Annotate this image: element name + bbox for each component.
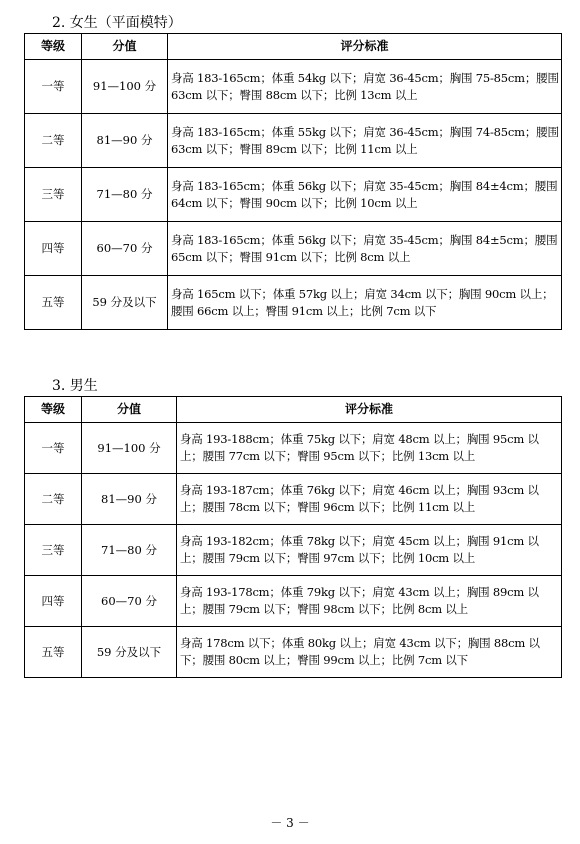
page-number: － 3 － (270, 816, 310, 830)
table-header-row (25, 397, 562, 423)
score-cell: 71—80 分 (82, 168, 168, 222)
table-row (25, 627, 562, 678)
score-cell: 81—90 分 (82, 474, 177, 525)
table-row (25, 276, 562, 330)
table-row (25, 474, 562, 525)
section-title-male: 3. 男生 (52, 378, 98, 394)
header-score: 分值 (82, 397, 177, 423)
male-criteria-table (24, 396, 562, 678)
table-row (25, 525, 562, 576)
criteria-cell: 身高 183-165cm；体重 54kg 以下；肩宽 36-45cm；胸围 75-85cm；腰围 63cm 以下；臀围 88cm 以下；比例 13cm 以上 (168, 60, 562, 114)
criteria-cell: 身高 193-187cm；体重 76kg 以下；肩宽 46cm 以上；胸围 93cm 以上；腰围 78cm 以下；臀围 96cm 以下；比例 11cm 以上 (177, 474, 562, 525)
header-grade: 等级 (25, 34, 82, 60)
grade-cell: 一等 (25, 423, 82, 474)
table-row (25, 168, 562, 222)
table-row (25, 423, 562, 474)
grade-cell: 四等 (25, 576, 82, 627)
table-row (25, 576, 562, 627)
header-grade: 等级 (25, 397, 82, 423)
table-row (25, 222, 562, 276)
header-criteria: 评分标准 (168, 34, 562, 60)
header-criteria: 评分标准 (177, 397, 562, 423)
table-row (25, 114, 562, 168)
section-title-female: 2. 女生（平面模特） (52, 15, 182, 31)
table-header-row (25, 34, 562, 60)
criteria-cell: 身高 178cm 以下；体重 80kg 以上；肩宽 43cm 以下；胸围 88cm 以下；腰围 80cm 以上；臀围 99cm 以上；比例 7cm 以下 (177, 627, 562, 678)
score-cell: 91—100 分 (82, 423, 177, 474)
grade-cell: 一等 (25, 60, 82, 114)
score-cell: 59 分及以下 (82, 276, 168, 330)
header-score: 分值 (82, 34, 168, 60)
criteria-cell: 身高 183-165cm；体重 56kg 以下；肩宽 35-45cm；胸围 84±5cm；腰围 65cm 以下；臀围 91cm 以下；比例 8cm 以上 (168, 222, 562, 276)
score-cell: 59 分及以下 (82, 627, 177, 678)
score-cell: 60—70 分 (82, 222, 168, 276)
criteria-cell: 身高 193-178cm；体重 79kg 以下；肩宽 43cm 以上；胸围 89cm 以上；腰围 79cm 以下；臀围 98cm 以下；比例 8cm 以上 (177, 576, 562, 627)
table-row (25, 60, 562, 114)
score-cell: 91—100 分 (82, 60, 168, 114)
criteria-cell: 身高 183-165cm；体重 56kg 以下；肩宽 35-45cm；胸围 84±4cm；腰围 64cm 以下；臀围 90cm 以下；比例 10cm 以上 (168, 168, 562, 222)
grade-cell: 二等 (25, 474, 82, 525)
grade-cell: 二等 (25, 114, 82, 168)
female-criteria-table (24, 33, 562, 330)
criteria-cell: 身高 165cm 以下；体重 57kg 以上；肩宽 34cm 以下；胸围 90cm 以上； 腰围 66cm 以上；臀围 91cm 以上；比例 7cm 以下 (168, 276, 562, 330)
grade-cell: 四等 (25, 222, 82, 276)
score-cell: 81—90 分 (82, 114, 168, 168)
grade-cell: 三等 (25, 168, 82, 222)
criteria-cell: 身高 193-182cm；体重 78kg 以下；肩宽 45cm 以上；胸围 91cm 以上；腰围 79cm 以下；臀围 97cm 以下；比例 10cm 以上 (177, 525, 562, 576)
grade-cell: 五等 (25, 627, 82, 678)
score-cell: 60—70 分 (82, 576, 177, 627)
grade-cell: 三等 (25, 525, 82, 576)
grade-cell: 五等 (25, 276, 82, 330)
criteria-cell: 身高 183-165cm；体重 55kg 以下；肩宽 36-45cm；胸围 74-85cm；腰围 63cm 以下；臀围 89cm 以下；比例 11cm 以上 (168, 114, 562, 168)
criteria-cell: 身高 193-188cm；体重 75kg 以下；肩宽 48cm 以上；胸围 95cm 以上；腰围 77cm 以下；臀围 95cm 以下；比例 13cm 以上 (177, 423, 562, 474)
score-cell: 71—80 分 (82, 525, 177, 576)
